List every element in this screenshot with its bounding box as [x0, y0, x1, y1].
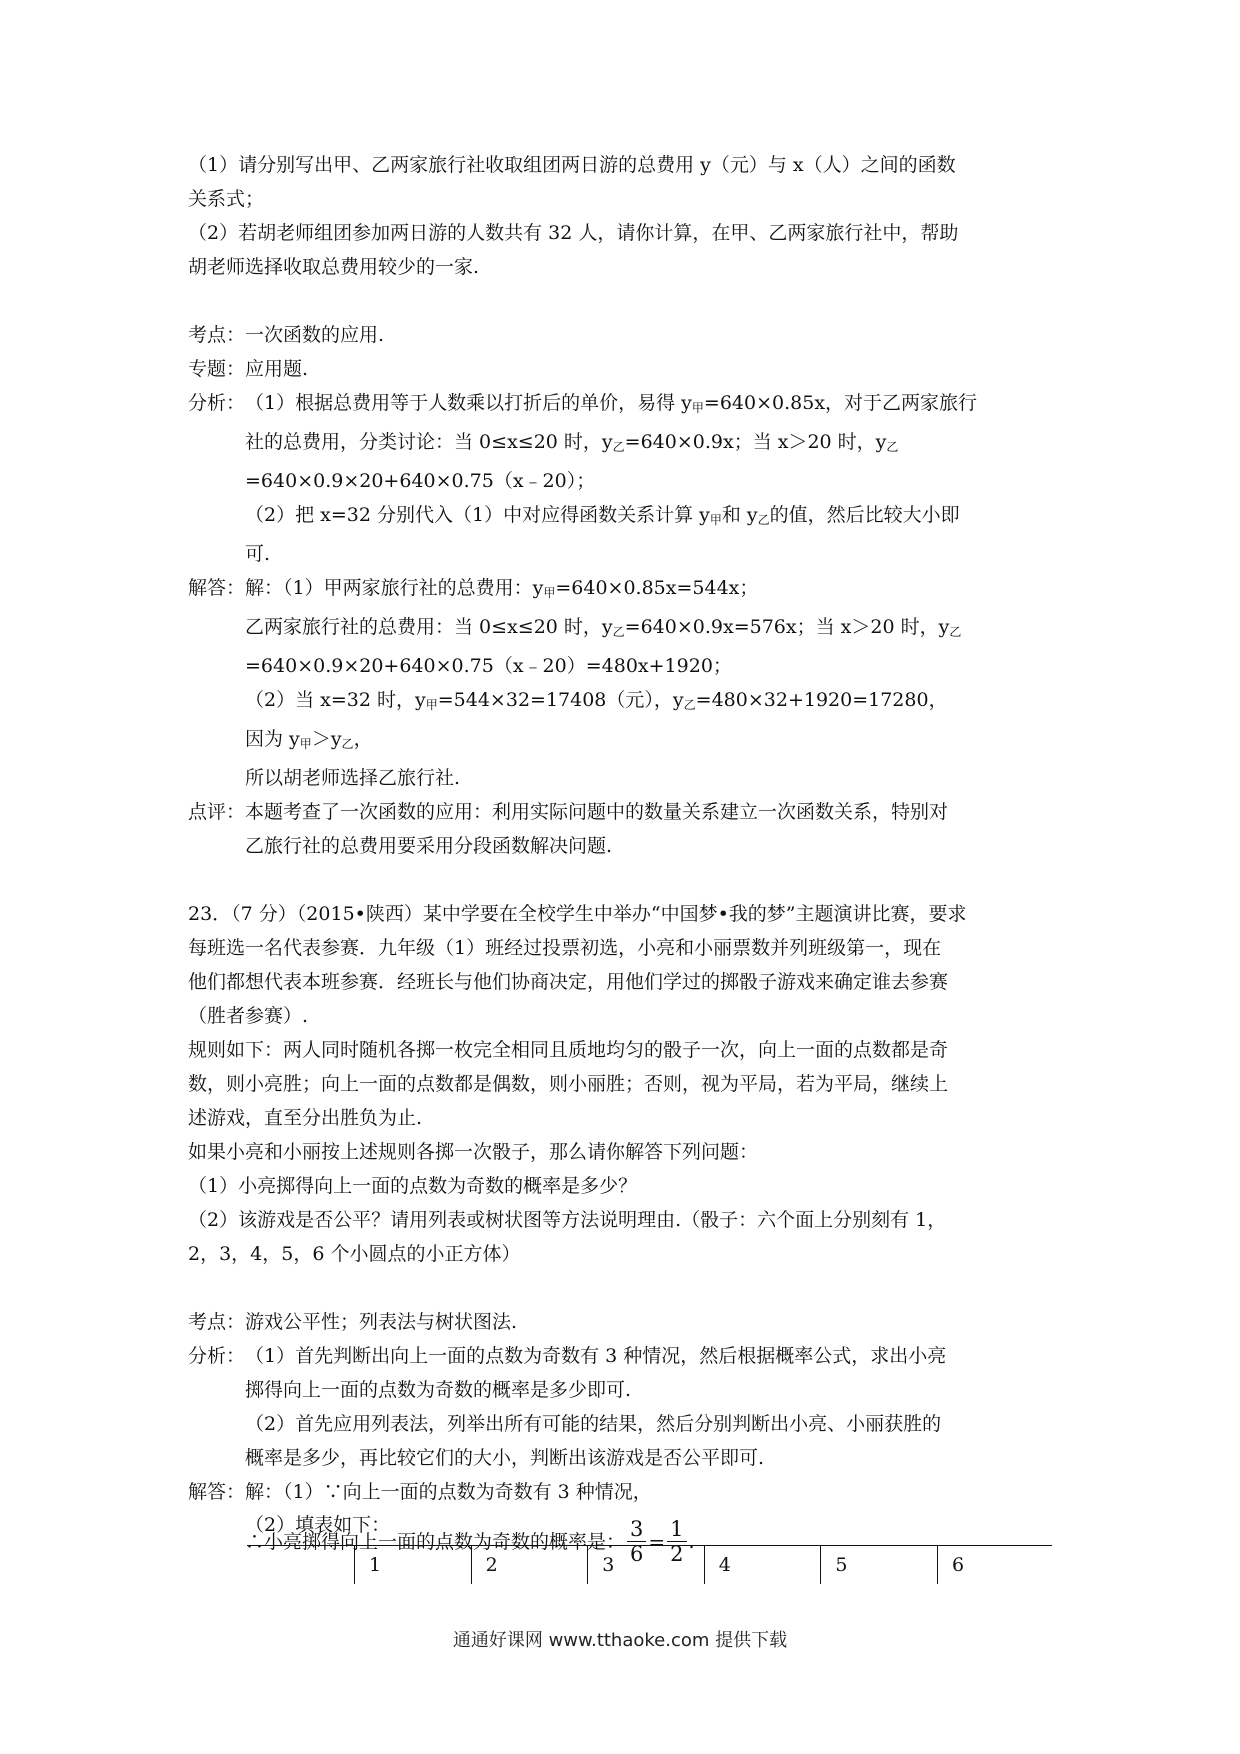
q22-part1-line2: 关系式； [188, 188, 265, 210]
q22-fenxi-line2: 社的总费用，分类讨论：当 0≤x≤20 时，$y_乙=640\times 0.9x$；当 x＞20 时，$y_乙$ [245, 431, 899, 454]
q23-line1: 23．（7 分）（2015•陕西）某中学要在全校学生中举办“中国梦•我的梦”主题演讲比赛，要求 [188, 903, 967, 925]
jieda-label: 解答： [188, 1481, 246, 1503]
q22-fenxi [188, 386, 1058, 571]
document-page [188, 148, 1058, 1566]
q23-fenxi-line2: 掷得向上一面的点数为奇数的概率是多少即可. [245, 1379, 632, 1401]
q23-line6: 数，则小亮胜；向上一面的点数都是偶数，则小丽胜；否则，视为平局，若为平局，继续上 [188, 1073, 949, 1095]
q22-part1-line1: （1）请分别写出甲、乙两家旅行社收取组团两日游的总费用 y（元）与 x（人）之间的函数 [188, 154, 956, 176]
q22-dianping [188, 795, 1058, 863]
q22-jieda-line6: 所以胡老师选择乙旅行社. [245, 767, 461, 789]
table-cell: 5 [821, 1546, 938, 1585]
q23-kaodian: 考点：游戏公平性；列表法与树状图法. [188, 1311, 518, 1333]
q23-line9: （1）小亮掷得向上一面的点数为奇数的概率是多少？ [188, 1175, 638, 1197]
table-cell: 6 [937, 1546, 1052, 1585]
q23-line8: 如果小亮和小丽按上述规则各掷一次骰子，那么请你解答下列问题： [188, 1141, 759, 1163]
dice-outcome-table [247, 1545, 1052, 1584]
q22-dianping-line1: 本题考查了一次函数的应用：利用实际问题中的数量关系建立一次函数关系，特别对 [245, 801, 949, 823]
q23-jieda-probability: ∴小亮掷得向上一面的点数为奇数的概率是： $\frac{3}{6}$ = $\frac{1}{2}$ . [245, 1517, 695, 1566]
q22-part2-line1: （2）若胡老师组团参加两日游的人数共有 32 人，请你计算，在甲、乙两家旅行社中，帮助 [188, 222, 959, 244]
table-intro: （2）填表如下： [245, 1514, 391, 1536]
dianping-label: 点评： [188, 801, 246, 823]
q22-jieda-line4: （2）当 x=32 时，$y_甲=544\times 32=17408$（元），$y_乙=480\times 32+1920=17280$， [245, 689, 948, 712]
q22-dianping-line2: 乙旅行社的总费用要采用分段函数解决问题. [245, 835, 613, 857]
q23-line10: （2）该游戏是否公平？请用列表或树状图等方法说明理由.（骰子：六个面上分别刻有 1， [188, 1209, 947, 1231]
q23-jieda-line1: 解：（1）∵向上一面的点数为奇数有 3 种情况， [245, 1481, 652, 1503]
q22-jieda-line1: 解：（1）甲两家旅行社的总费用：$y_甲=640\times 0.85x=544x$； [245, 577, 759, 600]
q22-jieda-line2: 乙两家旅行社的总费用：当 0≤x≤20 时，$y_乙=640\times 0.9x=576x$；当 x＞20 时，$y_乙$ [245, 616, 962, 639]
fraction-1-2: $\frac{1}{2}$ [667, 1517, 686, 1566]
q23-line11: 2，3，4，5，6 个小圆点的小正方体） [188, 1243, 521, 1265]
q23-fenxi-line4: 概率是多少，再比较它们的大小，判断出该游戏是否公平即可. [245, 1447, 765, 1469]
q23-line4: （胜者参赛）. [188, 1005, 309, 1027]
q22-jieda-line5: 因为 $y_甲>y_乙$， [245, 728, 373, 751]
q22-jieda [188, 571, 1058, 795]
q22-fenxi-line4: （2）把 x=32 分别代入（1）中对应得函数关系计算 $y_甲$和 $y_乙$的值，然后比较大小即 [245, 504, 960, 527]
q22-part2-line2: 胡老师选择收取总费用较少的一家. [188, 256, 480, 278]
table-cell: 2 [471, 1546, 588, 1585]
fenxi-label: 分析： [188, 392, 246, 414]
table-cell: 1 [355, 1546, 472, 1585]
q23-fenxi [188, 1339, 1058, 1475]
q22-kaodian: 考点：一次函数的应用. [188, 324, 385, 346]
jieda-label: 解答： [188, 577, 246, 599]
fenxi-label: 分析： [188, 1345, 246, 1367]
table-header-row [247, 1546, 1052, 1585]
q23-line3: 他们都想代表本班参赛．经班长与他们协商决定，用他们学过的掷骰子游戏来确定谁去参赛 [188, 971, 949, 993]
q23-line5: 规则如下：两人同时随机各掷一枚完全相同且质地均匀的骰子一次，向上一面的点数都是奇 [188, 1039, 949, 1061]
q22-fenxi-line3: =640×0.9×20+640×0.75（x﹣20）； [245, 470, 596, 492]
q23-fenxi-line1: （1）首先判断出向上一面的点数为奇数有 3 种情况，然后根据概率公式，求出小亮 [245, 1345, 947, 1367]
q23-line7: 述游戏，直至分出胜负为止. [188, 1107, 423, 1129]
q22-fenxi-line1: （1）根据总费用等于人数乘以打折后的单价，易得 $y_甲=640\times 0.85x$，对于乙两家旅行 [245, 392, 978, 415]
q22-zhuanti: 专题：应用题. [188, 358, 309, 380]
q23-line2: 每班选一名代表参赛．九年级（1）班经过投票初选，小亮和小丽票数并列班级第一，现在 [188, 937, 942, 959]
fraction-3-6: $\frac{3}{6}$ [627, 1517, 646, 1566]
table-cell: 4 [704, 1546, 821, 1585]
table-cell [247, 1546, 355, 1585]
page-footer: 通通好课网 www.tthaoke.com 提供下载 [452, 1630, 788, 1651]
q22-jieda-line3: =640×0.9×20+640×0.75（x﹣20）=480x+1920； [245, 655, 732, 677]
q22-fenxi-line5: 可. [245, 543, 271, 565]
q23-fenxi-line3: （2）首先应用列表法，列举出所有可能的结果，然后分别判断出小亮、小丽获胜的 [245, 1413, 942, 1435]
table-cell: 3 [588, 1546, 705, 1585]
